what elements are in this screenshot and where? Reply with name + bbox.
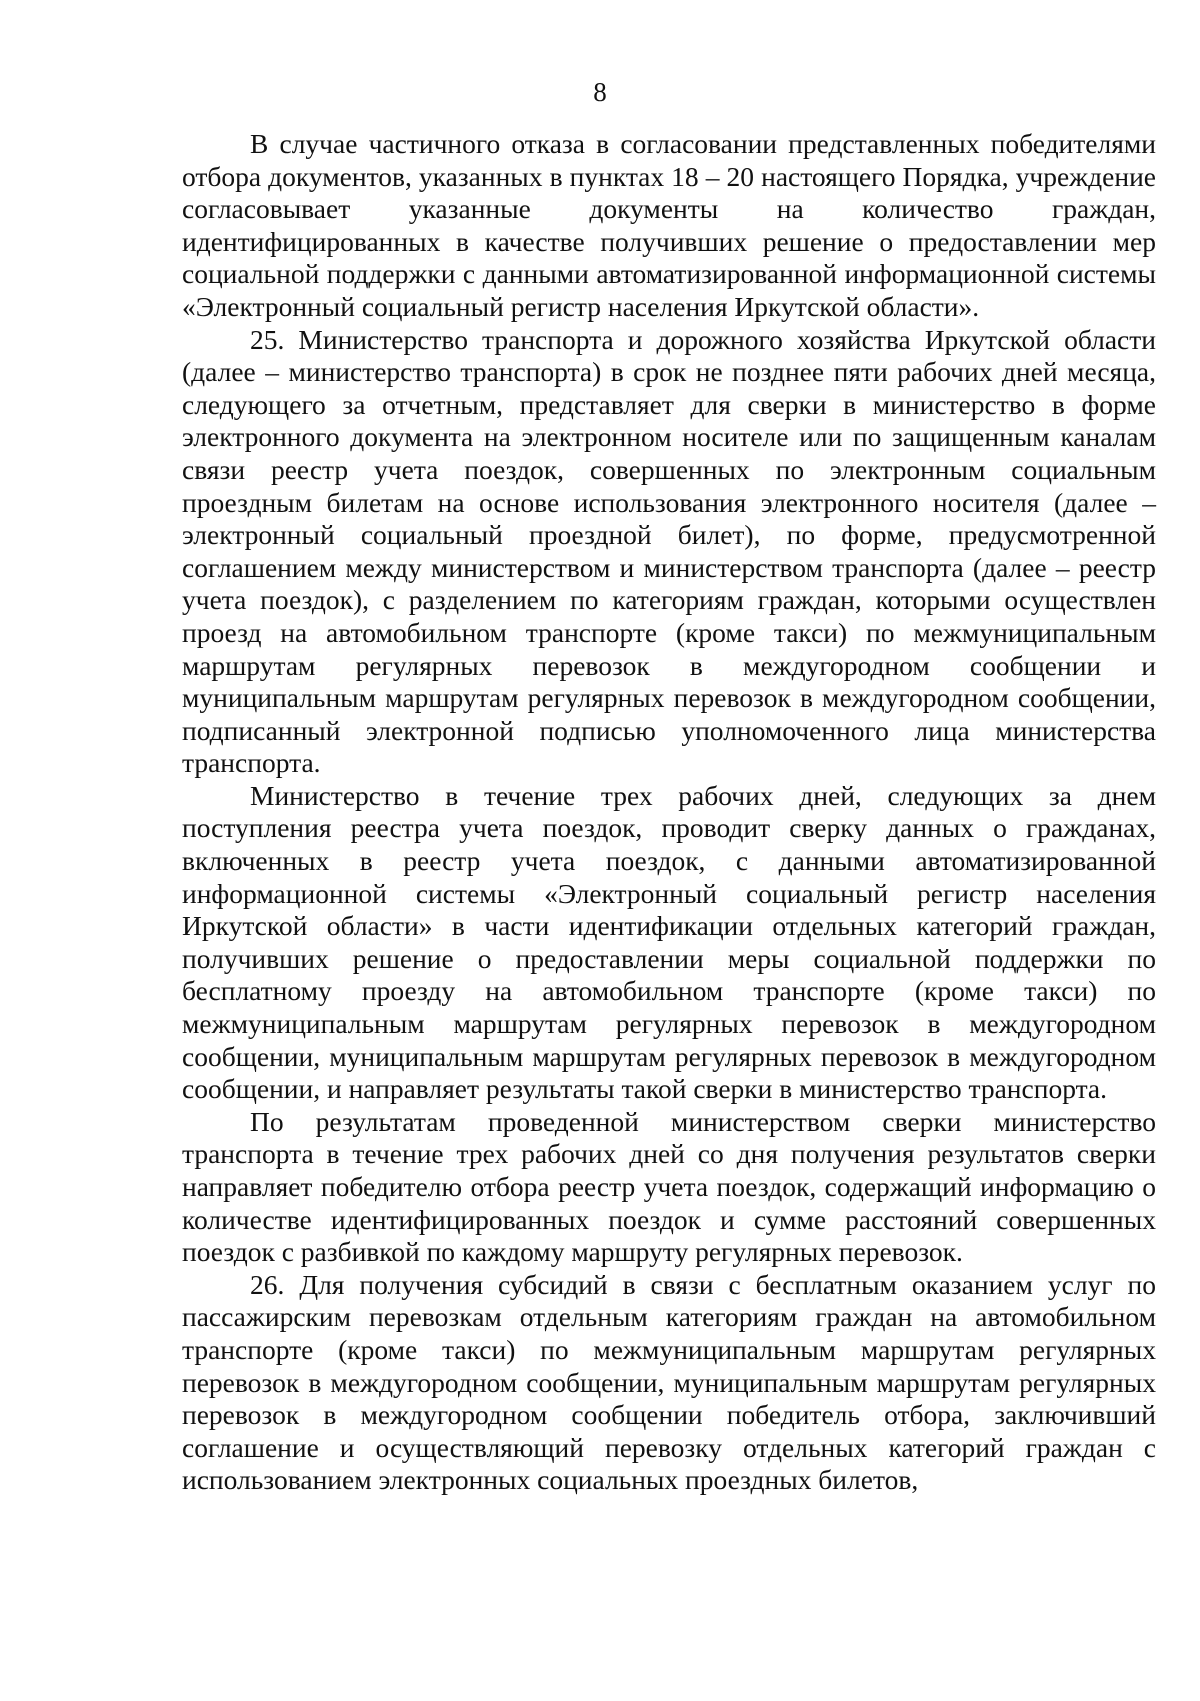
paragraph-ministry-verification: Министерство в течение трех рабочих дней, следующих за днем поступления реестра учета поездок, проводит сверку данных о гражданах, включенных в реестр учета поездок, с данными автоматизированной информационной системы «Электронный социальный регистр населения Иркутской области» в части идентификации отдельных категорий граждан, получивших решение о предоставлении меры социальной поддержки по бесплатному проезду на автомобильном транспорте (кроме такси) по межмуниципальным маршрутам регулярных перевозок в междугородном сообщении, муниципальным маршрутам регулярных перевозок в междугородном сообщении, и направляет результаты такой сверки в министерство транспорта. [182, 779, 1156, 1105]
paragraph-verification-results: По результатам проведенной министерством сверки министерство транспорта в течение трех рабочих дней со дня получения результатов сверки направляет победителю отбора реестр учета поездок, содержащий информацию о количестве идентифицированных поездок и сумме расстояний совершенных поездок с разбивкой по каждому маршруту регулярных перевозок. [182, 1105, 1156, 1268]
page-number: 8 [593, 77, 607, 107]
paragraph-partial-refusal: В случае частичного отказа в согласовании представленных победителями отбора документов, указанных в пунктах 18 – 20 настоящего Порядка, учреждение согласовывает указанные документы на количество граждан, идентифицированных в качестве получивших решение о предоставлении мер социальной поддержки с данными автоматизированной информационной системы «Электронный социальный регистр населения Иркутской области». [182, 128, 1156, 322]
paragraph-item-25: 25. Министерство транспорта и дорожного хозяйства Иркутской области (далее – министерство транспорта) в срок не позднее пяти рабочих дней месяца, следующего за отчетным, представляет для сверки в министерство в форме электронного документа на электронном носителе или по защищенным каналам связи реестр учета поездок, совершенных по электронным социальным проездным билетам на основе использования электронного носителя (далее – электронный социальный проездной билет), по форме, предусмотренной соглашением между министерством и министерством транспорта (далее – реестр учета поездок), с разделением по категориям граждан, которыми осуществлен проезд на автомобильном транспорте (кроме такси) по межмуниципальным маршрутам регулярных перевозок в междугородном сообщении и муниципальным маршрутам регулярных перевозок в междугородном сообщении, подписанный электронной подписью уполномоченного лица министерства транспорта. [182, 323, 1156, 779]
document-body [182, 128, 1156, 1497]
paragraph-item-26: 26. Для получения субсидий в связи с бесплатным оказанием услуг по пассажирским перевозкам отдельным категориям граждан на автомобильном транспорте (кроме такси) по межмуниципальным маршрутам регулярных перевозок в междугородном сообщении, муниципальным маршрутам регулярных перевозок в междугородном сообщении победитель отбора, заключивший соглашение и осуществляющий перевозку отдельных категорий граждан с использованием электронных социальных проездных билетов, [182, 1268, 1156, 1496]
